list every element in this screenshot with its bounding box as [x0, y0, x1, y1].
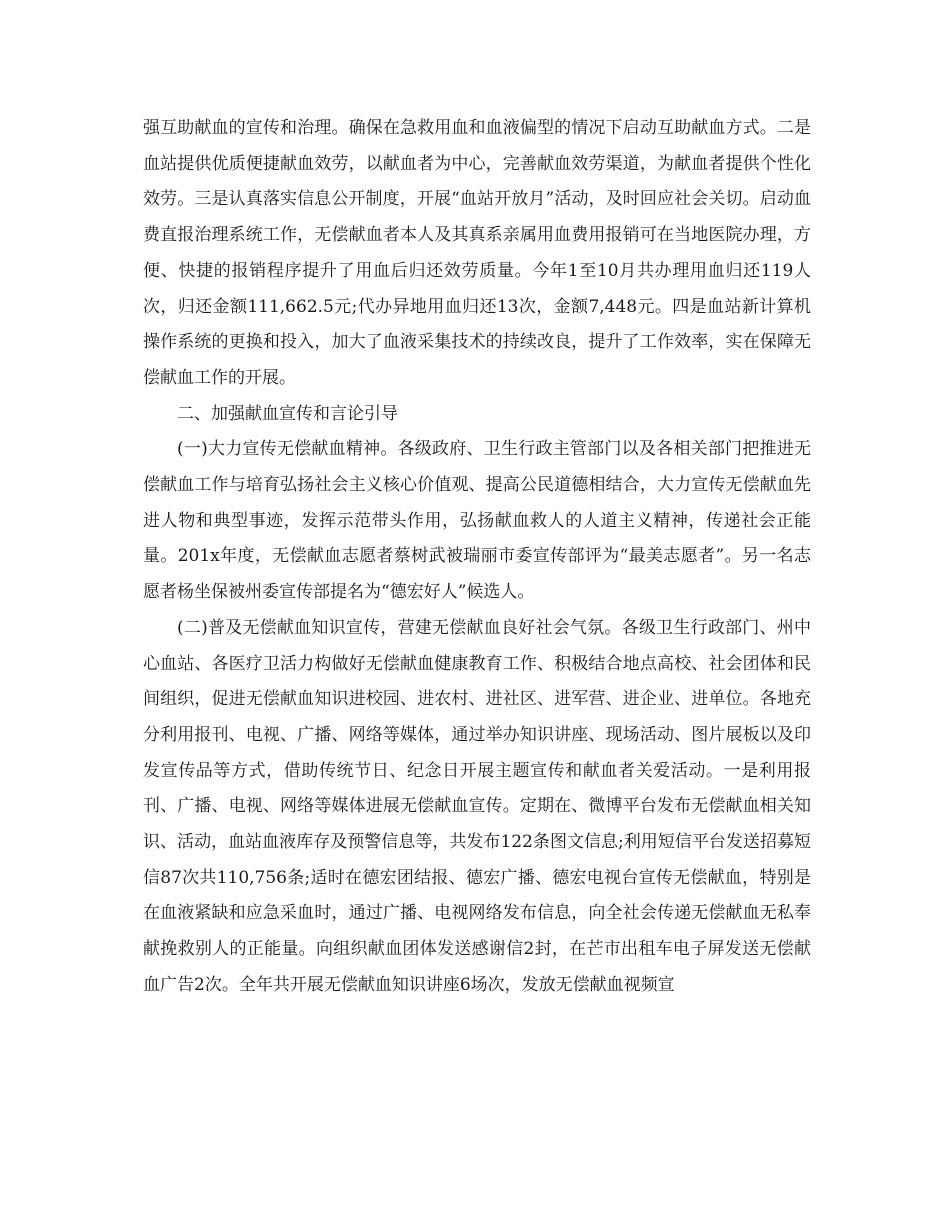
paragraph-continuation: 强互助献血的宣传和治理。确保在急救用血和血液偏型的情况下启动互助献血方式。二是血站提供优质便捷献血效劳，以献血者为中心，完善献血效劳渠道，为献血者提供个性化效劳。三是认真落实信息公开制度，开展“血站开放月”活动，及时回应社会关切。启动血费直报治理系统工作，无偿献血者本人及其真系亲属用血费用报销可在当地医院办理，方便、快捷的报销程序提升了用血后归还效劳质量。今年1至10月共办理用血归还119人次，归还金额111,662.5元;代办异地用血归还13次，金额7,448元。四是血站新计算机操作系统的更换和投入，加大了血液采集技术的持续改良，提升了工作效率，实在保障无偿献血工作的开展。 [143, 118, 811, 388]
section-heading: 二、加强献血宣传和言论引导 [177, 403, 398, 424]
paragraph-promotion-spirit: (一)大力宣传无偿献血精神。各级政府、卫生行政主管部门以及各相关部门把推进无偿献血工作与培育弘扬社会主义核心价值观、提高公民道德相结合，大力宣传无偿献血先进人物和典型事迹，发挥示范带头作用，弘扬献血救人的人道主义精神，传递社会正能量。201x年度，无偿献血志愿者蔡树武被瑞丽市委宣传部评为“最美志愿者”。另一名志愿者杨坐保被州委宣传部提名为“德宏好人”候选人。 [143, 439, 811, 603]
paragraph-knowledge-promotion: (二)普及无偿献血知识宣传，营建无偿献血良好社会气氛。各级卫生行政部门、州中心血站、各医疗卫活力构做好无偿献血健康教育工作、积极结合地点高校、社会团体和民间组织，促进无偿献血知识进校园、进农村、进社区、进军营、进企业、进单位。各地充分利用报刊、电视、广播、网络等媒体，通过举办知识讲座、现场活动、图片展板以及印发宣传品等方式，借助传统节日、纪念日开展主题宣传和献血者关爱活动。一是利用报刊、广播、电视、网络等媒体进展无偿献血宣传。定期在、微博平台发布无偿献血相关知识、活动，血站血液库存及预警信息等，共发布122条图文信息;利用短信平台发送招募短信87次共110,756条;适时在德宏团结报、德宏广播、德宏电视台宣传无偿献血，特别是在血液紧缺和应急采血时，通过广播、电视网络发布信息，向全社会传递无偿献血无私奉献挽救别人的正能量。向组织献血团体发送感谢信2封，在芒市出租车电子屏发送无偿献血广告2次。全年共开展无偿献血知识讲座6场次，发放无偿献血视频宣 [143, 617, 811, 995]
document-body [143, 111, 811, 1004]
